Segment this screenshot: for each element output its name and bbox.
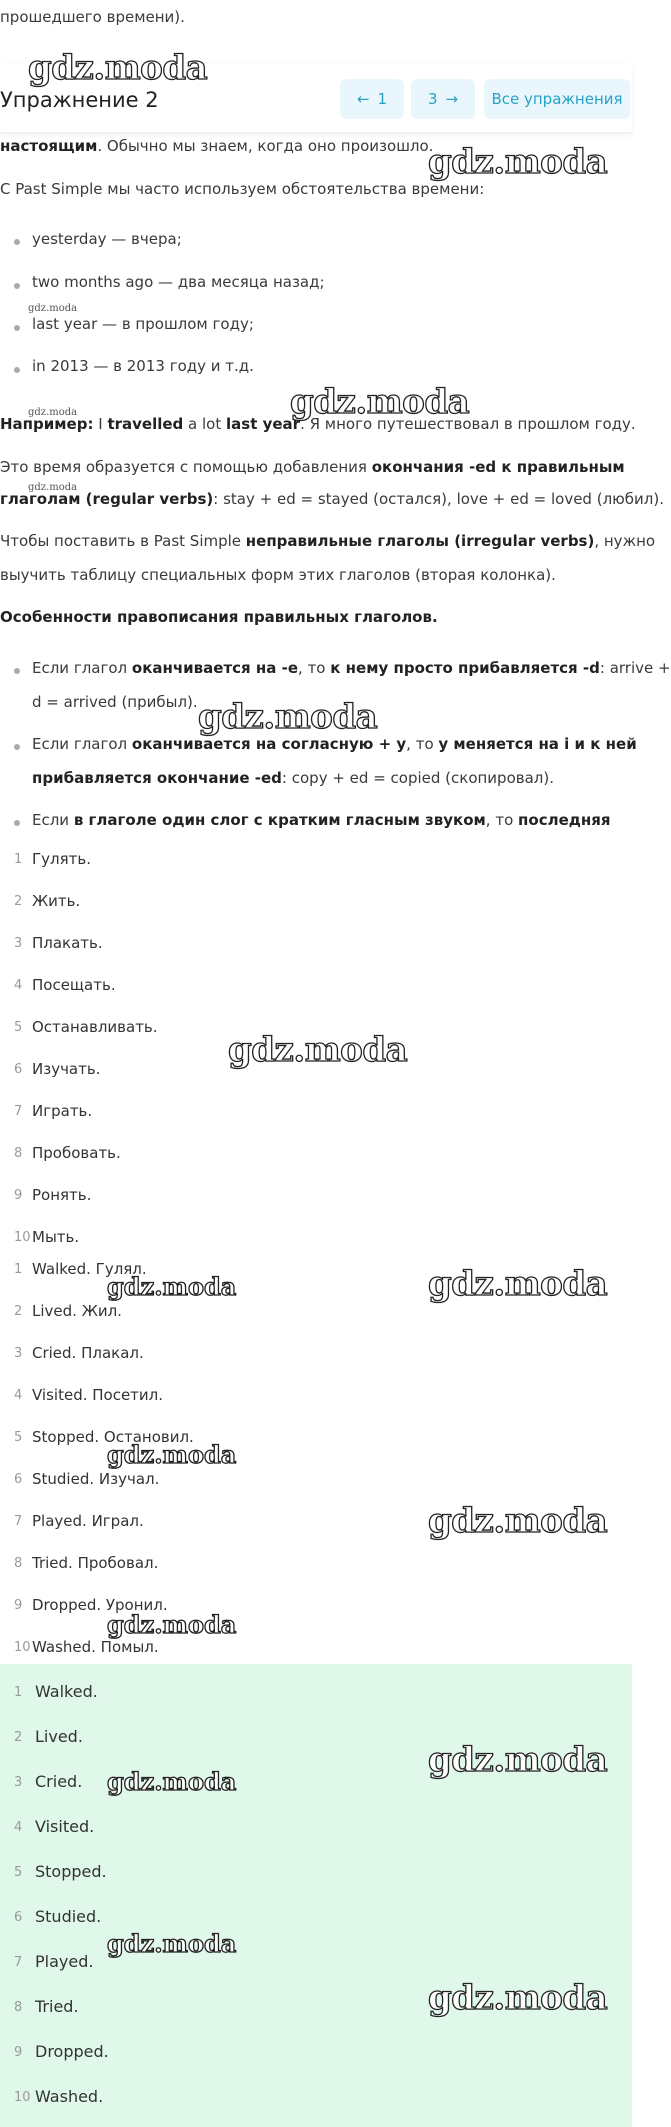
- list-item: Lived. Жил.: [32, 1302, 122, 1320]
- list-item: Studied. Изучал.: [32, 1470, 160, 1488]
- list-item: Cried. Плакал.: [32, 1344, 144, 1362]
- answer-item: Stopped.: [35, 1862, 107, 1881]
- list-item: Гулять.: [32, 850, 91, 868]
- item-number: 4: [14, 1820, 23, 1835]
- watermark: gdz.moda: [107, 1440, 237, 1469]
- list-item: Посещать.: [32, 976, 116, 994]
- item-number: 9: [14, 2045, 23, 2060]
- arrow-left-icon: ←: [356, 90, 370, 108]
- rule-2-line-2: прибавляется окончание -ed: copy + ed = copied (скопировал).: [32, 769, 554, 787]
- bullet-icon: [14, 367, 20, 373]
- item-number: 9: [14, 1188, 23, 1203]
- answer-item: Dropped.: [35, 2042, 109, 2061]
- list-item: Жить.: [32, 892, 81, 910]
- item-number: 7: [14, 1104, 23, 1119]
- item-number: 1: [14, 1685, 23, 1700]
- list-item: Played. Играл.: [32, 1512, 144, 1530]
- list-item: yesterday — вчера;: [32, 230, 182, 248]
- item-number: 10: [14, 2090, 31, 2105]
- watermark: gdz.moda: [28, 407, 78, 418]
- bullet-icon: [14, 744, 20, 750]
- formed-line-2: глаголам (regular verbs): stay + ed = stayed (остался), love + ed = loved (любил).: [0, 490, 664, 508]
- item-number: 1: [14, 852, 23, 867]
- watermark: gdz.moda: [198, 697, 378, 737]
- list-item: Плакать.: [32, 934, 103, 952]
- example-line: Например: I travelled a lot last year. Я много путешествовал в прошлом году.: [0, 415, 636, 433]
- item-number: 10: [14, 1230, 31, 1245]
- rule-3-line-1: Если в глаголе один слог с кратким гласным звуком, то последняя: [32, 811, 611, 829]
- watermark: gdz.moda: [228, 1030, 408, 1070]
- list-item: in 2013 — в 2013 году и т.д.: [32, 357, 254, 375]
- item-number: 6: [14, 1062, 23, 1077]
- rule-2-line-1: Если глагол оканчивается на согласную + y, то y меняется на i и к ней: [32, 735, 637, 753]
- answer-item: Studied.: [35, 1907, 102, 1926]
- spelling-title: Особенности правописания правильных глаголов.: [0, 608, 438, 626]
- all-exercises-button[interactable]: Все упражнения: [484, 79, 630, 119]
- theory-line-2: С Past Simple мы часто используем обстоятельства времени:: [0, 180, 485, 198]
- watermark: gdz.moda: [28, 48, 208, 88]
- watermark: gdz.moda: [107, 1767, 237, 1796]
- item-number: 5: [14, 1865, 23, 1880]
- list-item: Играть.: [32, 1102, 93, 1120]
- item-number: 4: [14, 978, 23, 993]
- answer-item: Washed.: [35, 2087, 104, 2106]
- item-number: 6: [14, 1472, 23, 1487]
- watermark: gdz.moda: [428, 1264, 608, 1304]
- next-exercise-button[interactable]: 3 →: [411, 79, 475, 119]
- watermark: gdz.moda: [290, 382, 470, 422]
- item-number: 10: [14, 1640, 31, 1655]
- item-number: 6: [14, 1910, 23, 1925]
- item-number: 5: [14, 1020, 23, 1035]
- answer-item: Cried.: [35, 1772, 83, 1791]
- watermark: gdz.moda: [28, 303, 78, 314]
- list-item: Visited. Посетил.: [32, 1386, 164, 1404]
- bullet-icon: [14, 820, 20, 826]
- list-item: Walked. Гулял.: [32, 1260, 147, 1278]
- list-item: Stopped. Остановил.: [32, 1428, 194, 1446]
- bullet-icon: [14, 325, 20, 331]
- watermark: gdz.moda: [28, 482, 78, 493]
- formed-line-1: Это время образуется с помощью добавления окончания -ed к правильным: [0, 458, 625, 476]
- list-item: Ронять.: [32, 1186, 92, 1204]
- item-number: 1: [14, 1262, 23, 1277]
- bullet-icon: [14, 668, 20, 674]
- list-item: two months ago — два месяца назад;: [32, 273, 325, 291]
- list-item: last year — в прошлом году;: [32, 315, 254, 333]
- watermark: gdz.moda: [107, 1272, 237, 1301]
- prev-exercise-button[interactable]: ← 1: [340, 79, 404, 119]
- theory-line-1: настоящим. Обычно мы знаем, когда оно произошло.: [0, 137, 434, 155]
- answer-item: Visited.: [35, 1817, 95, 1836]
- watermark: gdz.moda: [428, 1740, 608, 1780]
- list-item: Washed. Помыл.: [32, 1638, 159, 1656]
- list-item: Tried. Пробовал.: [32, 1554, 159, 1572]
- irregular-line-2: выучить таблицу специальных форм этих глаголов (вторая колонка).: [0, 566, 556, 584]
- item-number: 2: [14, 1304, 23, 1319]
- watermark: gdz.moda: [107, 1929, 237, 1958]
- item-number: 8: [14, 2000, 23, 2015]
- item-number: 9: [14, 1598, 23, 1613]
- list-item: Изучать.: [32, 1060, 101, 1078]
- list-item: Dropped. Уронил.: [32, 1596, 168, 1614]
- item-number: 8: [14, 1146, 23, 1161]
- item-number: 2: [14, 894, 23, 909]
- watermark: gdz.moda: [428, 1501, 608, 1541]
- top-text: прошедшего времени).: [0, 8, 185, 26]
- irregular-line-1: Чтобы поставить в Past Simple неправильные глаголы (irregular verbs), нужно: [0, 532, 656, 550]
- rule-1-line-1: Если глагол оканчивается на -e, то к нему просто прибавляется -d: arrive +: [32, 659, 671, 677]
- item-number: 7: [14, 1514, 23, 1529]
- item-number: 7: [14, 1955, 23, 1970]
- item-number: 8: [14, 1556, 23, 1571]
- watermark: gdz.moda: [428, 142, 608, 182]
- watermark: gdz.moda: [107, 1610, 237, 1639]
- answer-item: Tried.: [35, 1997, 79, 2016]
- answer-item: Lived.: [35, 1727, 83, 1746]
- list-item: Мыть.: [32, 1228, 80, 1246]
- answer-item: Played.: [35, 1952, 94, 1971]
- item-number: 5: [14, 1430, 23, 1445]
- bullet-icon: [14, 239, 20, 245]
- answer-item: Walked.: [35, 1682, 98, 1701]
- arrow-right-icon: →: [445, 90, 459, 108]
- item-number: 4: [14, 1388, 23, 1403]
- list-item: Пробовать.: [32, 1144, 121, 1162]
- rule-1-line-2: d = arrived (прибыл).: [32, 693, 198, 711]
- item-number: 3: [14, 1346, 23, 1361]
- list-item: Останавливать.: [32, 1018, 158, 1036]
- bullet-icon: [14, 283, 20, 289]
- page-title: Упражнение 2: [0, 88, 159, 112]
- item-number: 3: [14, 1775, 23, 1790]
- item-number: 2: [14, 1730, 23, 1745]
- item-number: 3: [14, 936, 23, 951]
- watermark: gdz.moda: [428, 1978, 608, 2018]
